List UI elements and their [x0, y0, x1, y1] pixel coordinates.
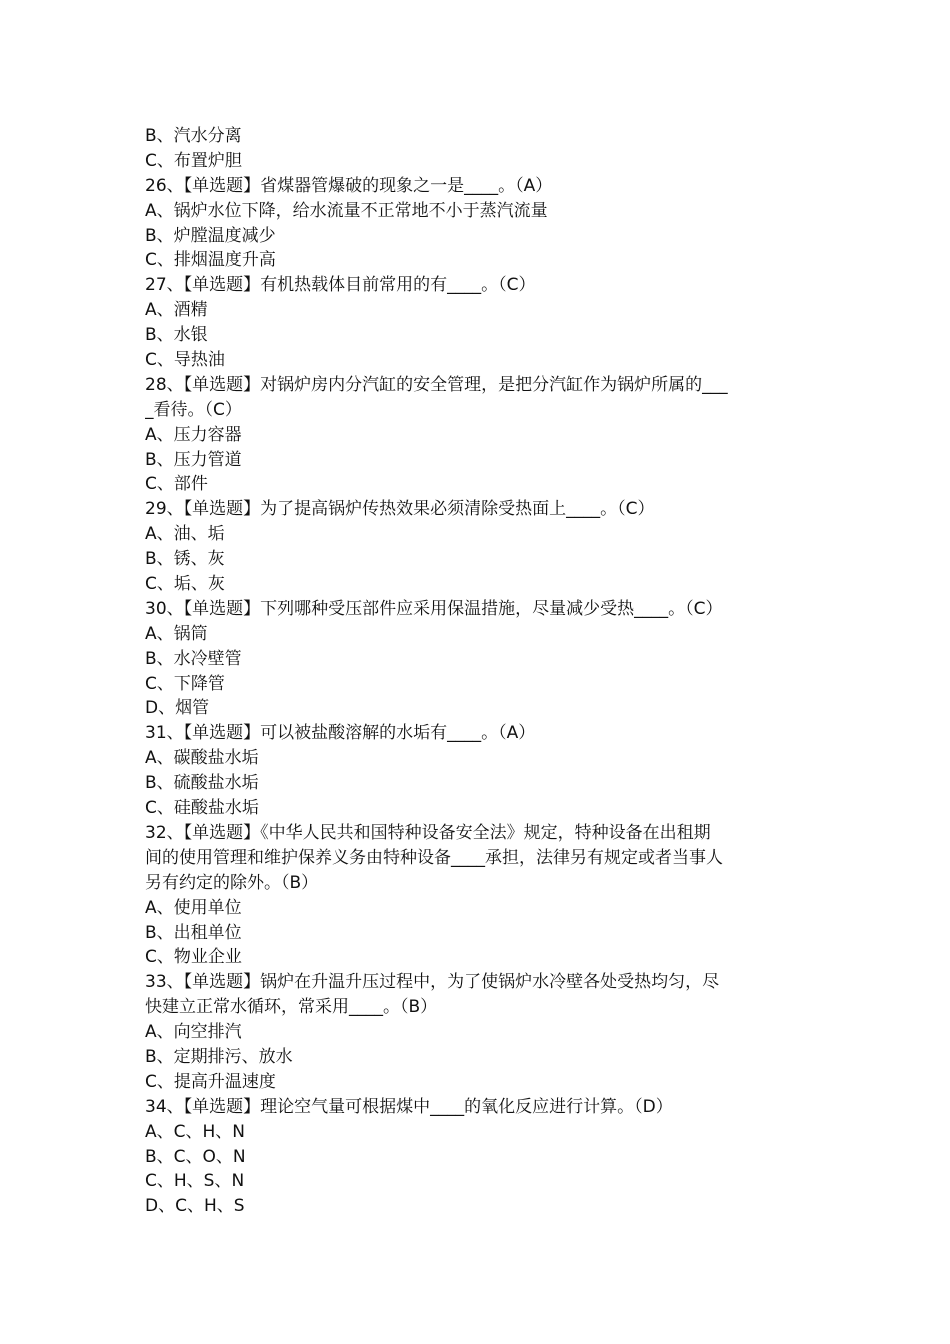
option-a: A、向空排汽: [145, 1022, 242, 1043]
option-d: D、C、H、S: [145, 1196, 245, 1217]
option-a: A、锅炉水位下降，给水流量不正常地不小于蒸汽流量: [145, 200, 548, 221]
question-32-continued: 间的使用管理和维护保养义务由特种设备____承担，法律另有规定或者当事人: [145, 847, 723, 868]
question-33: 33、【单选题】锅炉在升温升压过程中，为了使锅炉水冷壁各处受热均匀，尽: [145, 972, 720, 993]
option-a: A、使用单位: [145, 897, 242, 918]
question-29: 29、【单选题】为了提高锅炉传热效果必须清除受热面上____。（C）: [145, 499, 655, 520]
question-31: 31、【单选题】可以被盐酸溶解的水垢有____。（A）: [145, 723, 536, 744]
option-b: B、水银: [145, 325, 208, 346]
option-c: C、垢、灰: [145, 574, 225, 595]
option-c: C、部件: [145, 474, 208, 495]
option-a: A、C、H、N: [145, 1121, 245, 1142]
question-26: 26、【单选题】省煤器管爆破的现象之一是____。（A）: [145, 175, 553, 196]
option-a: A、碳酸盐水垢: [145, 748, 259, 769]
option-c: C、布置炉胆: [145, 150, 242, 171]
question-28-continued: _看待。（C）: [145, 399, 242, 420]
option-b: B、炉膛温度减少: [145, 225, 276, 246]
question-32-continued: 另有约定的除外。（B）: [145, 872, 319, 893]
option-b: B、定期排污、放水: [145, 1046, 293, 1067]
option-b: B、水冷壁管: [145, 648, 242, 669]
option-c: C、硅酸盐水垢: [145, 798, 259, 819]
option-b: B、汽水分离: [145, 126, 242, 146]
option-b: B、锈、灰: [145, 549, 225, 570]
option-a: A、锅筒: [145, 623, 208, 644]
question-34: 34、【单选题】理论空气量可根据煤中____的氧化反应进行计算。（D）: [145, 1096, 673, 1117]
option-d: D、烟管: [145, 698, 210, 719]
question-list: [145, 124, 810, 1219]
question-28: 28、【单选题】对锅炉房内分汽缸的安全管理，是把分汽缸作为锅炉所属的___: [145, 374, 728, 395]
option-c: C、下降管: [145, 673, 225, 694]
option-a: A、酒精: [145, 300, 208, 321]
option-c: C、导热油: [145, 350, 225, 371]
question-30: 30、【单选题】下列哪种受压部件应采用保温措施，尽量减少受热____。（C）: [145, 598, 723, 619]
option-c: C、排烟温度升高: [145, 250, 276, 271]
question-33-continued: 快建立正常水循环，常采用____。（B）: [145, 997, 438, 1018]
option-b: B、压力管道: [145, 449, 242, 470]
option-c: C、物业企业: [145, 947, 242, 968]
option-c: C、提高升温速度: [145, 1071, 276, 1092]
option-b: B、出租单位: [145, 922, 242, 943]
option-a: A、油、垢: [145, 524, 225, 545]
option-a: A、压力容器: [145, 424, 242, 445]
question-32: 32、【单选题】《中华人民共和国特种设备安全法》规定，特种设备在出租期: [145, 822, 711, 843]
option-b: B、C、O、N: [145, 1146, 246, 1167]
option-b: B、硫酸盐水垢: [145, 773, 259, 794]
question-27: 27、【单选题】有机热载体目前常用的有____。（C）: [145, 275, 536, 296]
option-c: C、H、S、N: [145, 1171, 245, 1192]
